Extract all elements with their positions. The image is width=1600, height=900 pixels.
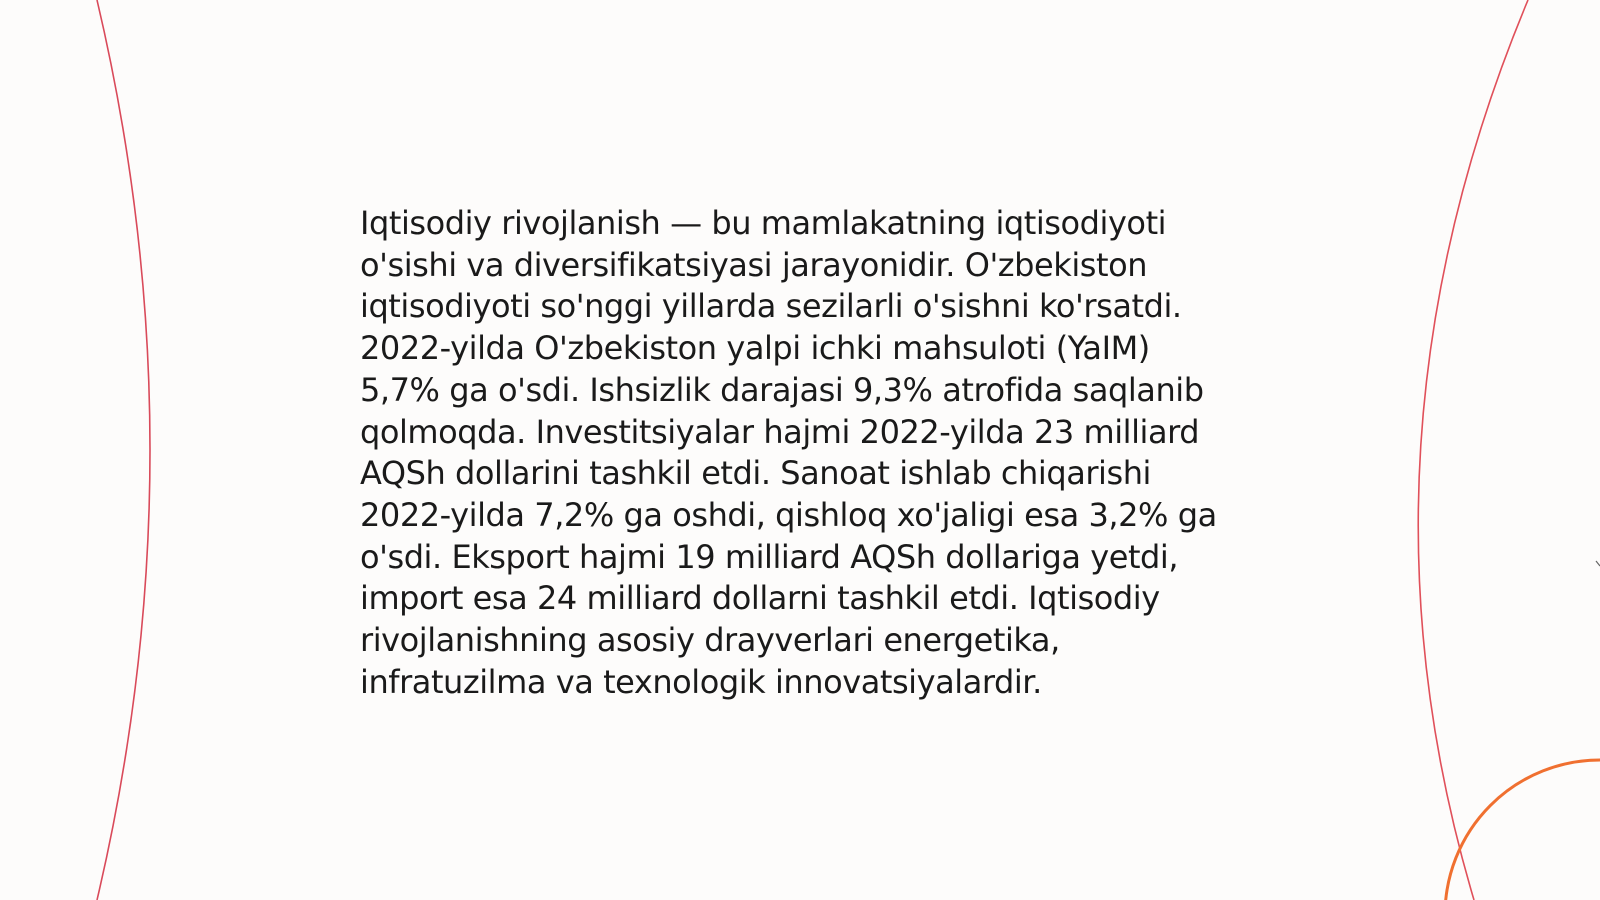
left-decorative-arc — [97, 0, 150, 900]
right-decorative-arc — [1418, 0, 1528, 900]
slide-body-text: Iqtisodiy rivojlanish — bu mamlakatning iqtisodiyoti o'sishi va diversifikatsiyasi jarayonidir. O'zbekiston iqtisodiyoti so'nggi yillarda sezilarli o'sishni ko'rsatdi. 2022-yilda O'zbekiston yalpi ichki mahsuloti (YaIM) 5,7% ga o'sdi. Ishsizlik darajasi 9,3% atrofida saqlanib qolmoqda. Investitsiyalar hajmi 2022-yilda 23 milliard AQSh dollarini tashkil etdi. Sanoat ishlab chiqarishi 2022-yilda 7,2% ga oshdi, qishloq xo'jaligi esa 3,2% ga o'sdi. Eksport hajmi 19 milliard AQSh dollariga yetdi, import esa 24 milliard dollarni tashkil etdi. Iqtisodiy rivojlanishning asosiy drayverlari energetika, infratuzilma va texnologik innovatsiyalardir. — [360, 204, 1217, 701]
edge-tick-mark — [1596, 561, 1600, 566]
